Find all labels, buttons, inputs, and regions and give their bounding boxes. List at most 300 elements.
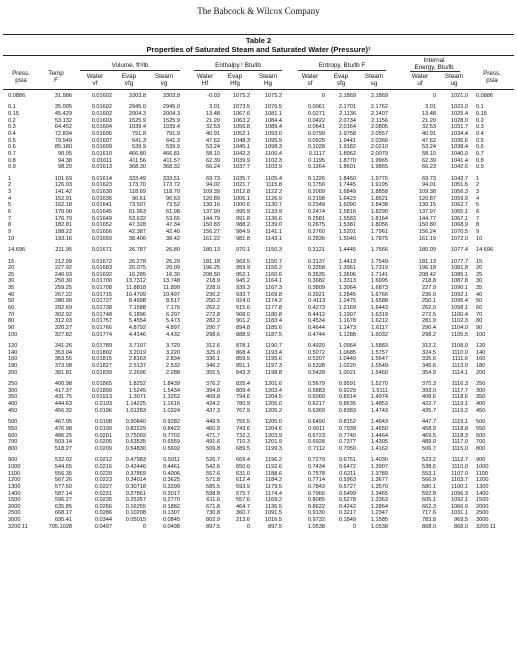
cell-hg: 1169.8 <box>265 291 282 298</box>
cell-vg: 13.748 <box>162 278 180 285</box>
cell-press-right: 0.2 <box>476 117 484 124</box>
cell-press-right: 0.6 <box>476 144 484 151</box>
cell-hf: 62.39 <box>206 157 220 164</box>
cell-press: 140 <box>8 349 18 356</box>
caption-rule <box>3 55 514 56</box>
cell-ug: 1062.7 <box>450 202 468 209</box>
table-top-rule <box>3 34 514 35</box>
cell-hfg: 825.4 <box>236 381 250 388</box>
cell-uf: 53.24 <box>422 144 436 151</box>
cell-hg: 1164.1 <box>265 278 282 285</box>
cell-ug: 1077.4 <box>450 247 468 254</box>
cell-press: 80 <box>8 318 15 325</box>
cell-press: 0.7 <box>8 151 16 157</box>
cell-sfg: 0.5727 <box>338 483 356 490</box>
cell-press-right: 3200.11 <box>476 523 496 530</box>
cell-vg: 0.3299 <box>162 483 180 490</box>
cell-uf: 335.6 <box>422 356 436 363</box>
cell-uf: 662.3 <box>422 503 436 510</box>
cell-hf: 298.6 <box>206 331 220 338</box>
cell-press-right: 70 <box>476 311 483 318</box>
cell-press-right: 900 <box>476 457 486 464</box>
cell-press: 0.8 <box>8 157 16 164</box>
cell-uf: 161.19 <box>418 235 436 242</box>
cell-hg: 1177.8 <box>265 305 282 312</box>
cell-hfg: 794.6 <box>236 394 250 401</box>
cell-vfg: 53.632 <box>128 215 146 222</box>
header-ug: Steam ug <box>444 73 464 88</box>
cell-uf: 150.80 <box>418 222 436 229</box>
cell-uf: 109.38 <box>418 189 436 196</box>
cell-hg: 1201.9 <box>264 439 282 446</box>
cell-hfg: 809.4 <box>236 387 250 394</box>
cell-vfg: 0.82229 <box>125 425 146 432</box>
cell-uf: 94.01 <box>422 182 436 189</box>
cell-vf: 0.0196 <box>94 407 112 414</box>
cell-hg: 1174.2 <box>265 298 282 305</box>
cell-temp: 431.75 <box>54 394 72 401</box>
cell-vfg: 0.63535 <box>125 439 146 446</box>
cell-sf: 0.0925 <box>307 137 325 144</box>
cell-hfg: 360.7 <box>236 510 250 517</box>
cell-uf: 290.4 <box>422 325 436 331</box>
cell-hf: 150.83 <box>202 222 220 229</box>
cell-vf: 0.01610 <box>91 151 112 157</box>
cell-hf: 94.02 <box>206 182 220 189</box>
cell-vg: 1.0324 <box>162 407 180 414</box>
cell-hg: 1136.5 <box>265 503 282 510</box>
cell-sg: 1.7961 <box>370 228 388 235</box>
cell-sfg: 1.0964 <box>338 343 356 350</box>
header-vg: Steam vg <box>154 73 174 88</box>
cell-vg: 42.40 <box>166 228 180 235</box>
cell-sf: 0.1195 <box>308 157 325 164</box>
cell-press: 0.5 <box>8 137 16 144</box>
cell-press: 50 <box>8 298 15 305</box>
cell-press: 1400 <box>8 490 21 497</box>
cell-uf: 272.5 <box>422 311 436 318</box>
cell-vg: 0.5692 <box>162 445 180 452</box>
cell-sf: 0.0271 <box>307 111 325 118</box>
cell-press-right: 3000 <box>476 517 489 524</box>
cell-hf: 346.2 <box>206 363 220 370</box>
cell-sfg: 1.3606 <box>338 271 356 278</box>
cell-temp: 381.81 <box>54 369 72 376</box>
cell-vfg: 7.1588 <box>128 305 146 312</box>
cell-press: 3 <box>8 189 12 196</box>
cell-vfg: 641.3 <box>132 137 146 144</box>
cell-hfg: 945.2 <box>236 278 250 285</box>
cell-hfg: 908.0 <box>236 311 250 318</box>
cell-sf: 0.4412 <box>307 311 325 318</box>
cell-ug: 1025.4 <box>450 111 468 118</box>
cell-hg: 1093.0 <box>264 131 282 138</box>
cell-sf: 0.6928 <box>307 439 325 446</box>
cell-hg: 1196.2 <box>265 457 282 464</box>
cell-sg: 1.8858 <box>370 189 388 196</box>
cell-hg: 1184.2 <box>265 477 282 484</box>
cell-hf: 312.6 <box>206 343 220 350</box>
cell-hf: 13.48 <box>206 111 220 118</box>
cell-vf: 0.01614 <box>91 175 112 182</box>
table-title: Properties of Saturated Steam and Saturated Water (Pressure)¹ <box>146 45 371 54</box>
cell-temp: 567.26 <box>54 477 72 484</box>
cell-vfg: 3303.8 <box>128 93 146 99</box>
cell-temp: 35.005 <box>54 104 72 111</box>
entropy-group-rule <box>298 70 386 71</box>
cell-hg: 1204.5 <box>264 394 282 401</box>
cell-hfg: 970.1 <box>236 247 250 254</box>
cell-sf: 0.0799 <box>307 131 325 138</box>
cell-sg: 1.6873 <box>370 285 388 292</box>
cell-vg: 20.09 <box>166 265 180 272</box>
cell-vf: 0.01611 <box>92 157 112 164</box>
cell-sf: 0.5679 <box>307 381 325 388</box>
cell-sf: 0.8622 <box>307 503 325 510</box>
cell-hg: 1122.2 <box>265 189 282 196</box>
cell-sg: 1.3570 <box>370 483 388 490</box>
cell-press: 120 <box>8 343 18 350</box>
cell-hg: 1169.2 <box>265 497 282 504</box>
cell-hg: 1084.4 <box>264 117 282 124</box>
cell-hg: 1201.6 <box>264 381 282 388</box>
cell-ug: 1115.0 <box>451 445 468 452</box>
cell-vfg: 2.2696 <box>128 369 146 376</box>
cell-hfg: 894.8 <box>236 325 250 331</box>
cell-hfg: 924.0 <box>236 298 250 305</box>
cell-press-right: 0.8 <box>476 157 484 164</box>
cell-press: 900 <box>8 457 18 464</box>
cell-temp: 503.14 <box>54 439 72 446</box>
cell-ug: 1087.8 <box>450 278 468 285</box>
cell-vfg: 26.787 <box>128 247 146 254</box>
cell-hg: 1187.5 <box>265 331 282 338</box>
cell-vf: 0.01609 <box>91 144 112 151</box>
cell-vfg: 3.7107 <box>128 343 146 350</box>
cell-hg: 1205.0 <box>264 419 282 426</box>
cell-hf: 109.39 <box>202 189 220 196</box>
cell-sg: 1.7549 <box>370 258 388 265</box>
cell-press: 6 <box>8 209 12 215</box>
cell-uf: 324.5 <box>422 349 436 356</box>
cell-vf: 0.01636 <box>91 195 112 202</box>
cell-sfg: 0.1849 <box>338 517 356 524</box>
cell-temp: 320.27 <box>54 325 72 331</box>
cell-sfg: 0.8383 <box>338 407 356 414</box>
cell-vfg: 368.30 <box>128 164 146 171</box>
cell-sfg: 0.3217 <box>338 510 356 517</box>
cell-sfg: 1.6849 <box>338 189 356 196</box>
cell-vfg: 90.61 <box>132 195 146 202</box>
cell-sg: 1.6588 <box>370 298 388 305</box>
cell-temp: 31.986 <box>54 93 72 99</box>
cell-temp: 85.180 <box>54 144 72 151</box>
cell-hfg: 1039.9 <box>232 157 250 164</box>
cell-vf: 0.01607 <box>91 137 112 144</box>
cell-vfg: 0.90840 <box>125 419 146 426</box>
cell-hg: 1075.2 <box>264 93 282 99</box>
cell-press-right: 700 <box>476 439 486 446</box>
cell-sf: 0.7112 <box>308 445 325 452</box>
cell-sg: 1.5460 <box>370 369 388 376</box>
cell-ug: 1118.8 <box>451 425 468 432</box>
cell-vg: 2.834 <box>166 356 180 363</box>
cell-vg: 26.29 <box>166 258 180 265</box>
cell-vg: 0.6559 <box>162 439 180 446</box>
cell-vf: 0.0193 <box>94 401 112 408</box>
cell-vg: 38.42 <box>166 235 180 242</box>
cell-hfg: 557.6 <box>236 497 250 504</box>
cell-vf: 0.0212 <box>94 457 112 464</box>
cell-hg: 1100.4 <box>265 151 282 157</box>
cell-vf: 0.01641 <box>91 202 112 209</box>
cell-sg: 1.6319 <box>370 311 388 318</box>
cell-press-right: 160 <box>476 356 486 363</box>
cell-sfg: 1.6090 <box>338 202 356 209</box>
cell-press-right: 1000 <box>476 463 489 470</box>
cell-hg: 1205.2 <box>264 407 282 414</box>
cell-sg: 1.0538 <box>370 523 388 530</box>
cell-vg: 0.7702 <box>162 432 180 439</box>
cell-press-right: 15 <box>476 258 483 265</box>
cell-sg: 1.4305 <box>370 439 388 446</box>
cell-vf: 0.01683 <box>91 265 112 272</box>
cell-sfg: 1.5201 <box>338 228 356 235</box>
cell-hf: 409.8 <box>206 394 220 401</box>
cell-sfg: 0.8635 <box>338 401 356 408</box>
cell-hg: 1203.4 <box>264 387 282 394</box>
cell-ug: 969.5 <box>454 517 468 524</box>
cell-sf: 0.4273 <box>307 305 325 312</box>
header-entropy: Entropy, Btu/lb F <box>318 62 366 69</box>
cell-press: 450 <box>8 407 18 414</box>
cell-vg: 2.288 <box>166 369 180 376</box>
cell-press-right: 2500 <box>476 510 489 517</box>
cell-hfg: 952.1 <box>236 271 250 278</box>
cell-uf: 393.0 <box>422 387 436 394</box>
cell-vf: 0.01602 <box>91 111 112 118</box>
cell-ug: 1119.1 <box>451 419 468 426</box>
cell-sg: 1.6212 <box>370 318 388 325</box>
cell-hfg: 878.1 <box>236 343 250 350</box>
cell-vg: 1.8439 <box>162 381 180 388</box>
cell-sfg: 1.5381 <box>338 222 356 229</box>
cell-press-right: 2000 <box>476 503 489 510</box>
cell-hf: 671.8 <box>206 503 220 510</box>
cell-vg: 0.4006 <box>162 470 180 477</box>
cell-press-right: 90 <box>476 325 483 331</box>
cell-ug: 1067.1 <box>450 215 468 222</box>
cell-hf: 21.20 <box>206 117 220 124</box>
enthalpy-group-rule <box>194 70 282 71</box>
cell-ug: 1118.3 <box>451 432 468 439</box>
cell-press: 250 <box>8 381 18 388</box>
cell-temp: 126.03 <box>54 182 72 189</box>
cell-vf: 0.01727 <box>91 298 112 305</box>
cell-uf: 458.9 <box>422 425 436 432</box>
cell-hfg: 1006.1 <box>232 195 250 202</box>
cell-press-right: 1100 <box>476 470 489 477</box>
cell-vfg: 2004.3 <box>128 111 146 118</box>
cell-hfg: 669.4 <box>236 457 250 464</box>
cell-vg: 4.432 <box>166 331 180 338</box>
cell-vg: 4.897 <box>166 325 180 331</box>
cell-temp: 635.85 <box>54 503 72 510</box>
cell-sfg: 1.8962 <box>338 151 356 157</box>
cell-uf: 489.0 <box>422 439 436 446</box>
cell-vf: 0.0198 <box>94 419 112 426</box>
cell-sg: 1.7319 <box>370 265 388 272</box>
cell-hg: 1133.9 <box>265 209 282 215</box>
cell-temp: 476.98 <box>54 425 72 432</box>
cell-press: 40 <box>8 291 15 298</box>
cell-hfg: 988.2 <box>236 222 250 229</box>
cell-uf: 298.2 <box>422 331 436 338</box>
cell-sfg: 0.8914 <box>338 394 356 401</box>
cell-vfg: 0.10208 <box>125 510 146 517</box>
cell-vg: 26.80 <box>166 247 180 254</box>
cell-sf: 0.2675 <box>307 222 325 229</box>
header-hg: Steam Hg <box>258 73 278 88</box>
cell-vfg: 173.70 <box>128 182 146 189</box>
cell-hf: 120.89 <box>202 195 220 202</box>
cell-uf: 40.91 <box>422 131 436 138</box>
cell-sg: 1.3789 <box>370 470 388 477</box>
cell-ug: 1081.8 <box>450 265 468 272</box>
cell-temp: 250.30 <box>54 278 72 285</box>
cell-temp: 227.92 <box>54 265 72 272</box>
cell-hf: 218.9 <box>206 278 220 285</box>
cell-vg: 641.3 <box>166 137 180 144</box>
cell-sg: 1.9965 <box>370 157 388 164</box>
cell-sf: 0.4113 <box>308 298 325 305</box>
cell-sfg: 1.9441 <box>338 137 356 144</box>
cell-sfg: 1.9758 <box>338 131 356 138</box>
cell-ug: 1108.0 <box>451 343 468 350</box>
cell-ug: 1051.5 <box>450 182 468 189</box>
cell-press-right: 300 <box>476 387 486 394</box>
cell-hfg: 575.7 <box>236 490 250 497</box>
cell-sg: 1.3907 <box>370 463 388 470</box>
cell-ug: 1110.0 <box>451 349 468 356</box>
cell-press: 0.0886 <box>8 93 26 99</box>
cell-sfg: 2.1136 <box>339 111 356 118</box>
cell-hf: 585.5 <box>206 483 220 490</box>
cell-hf: 228.0 <box>206 285 220 292</box>
cell-vfg: 5.4554 <box>128 318 146 325</box>
cell-temp: 695.41 <box>54 517 72 524</box>
cell-hfg: 851.1 <box>236 363 250 370</box>
cell-hg: 1183.4 <box>265 318 282 325</box>
cell-sf: 0.4644 <box>307 325 325 331</box>
cell-press: 0.15 <box>8 111 19 118</box>
table-number: Table 2 <box>245 36 272 45</box>
cell-hf: 181.18 <box>202 258 220 265</box>
cell-uf: 47.62 <box>422 137 436 144</box>
cell-vf: 0.01672 <box>91 258 112 265</box>
cell-temp: 211.95 <box>55 247 72 254</box>
cell-uf: 354.9 <box>422 369 436 376</box>
cell-press: 10 <box>8 235 15 242</box>
cell-vfg: 0 <box>142 523 146 530</box>
cell-sg: 2.0557 <box>370 131 388 138</box>
cell-uf: 592.8 <box>422 490 436 497</box>
cell-hfg: 213.6 <box>236 517 250 524</box>
cell-sfg: 1.0440 <box>338 356 356 363</box>
cell-press-right: 7 <box>476 215 480 222</box>
cell-press-right: 5 <box>476 202 480 209</box>
cell-vg: 0.0845 <box>162 517 180 524</box>
cell-vg: 8.517 <box>166 298 180 305</box>
cell-uf: 181.13 <box>418 258 436 265</box>
cell-vg: 1.5434 <box>162 387 180 394</box>
cell-sfg: 1.2475 <box>338 298 356 305</box>
cell-vf: 0.01789 <box>91 343 112 350</box>
cell-ug: 1119.1 <box>451 401 468 408</box>
cell-vg: 539.9 <box>166 144 180 151</box>
cell-hf: 802.9 <box>206 517 220 524</box>
cell-sg: 1.4464 <box>370 432 388 439</box>
cell-press-right: 14.696 <box>476 247 494 254</box>
cell-vf: 0.01602 <box>91 93 112 99</box>
cell-vf: 0.01757 <box>91 318 112 325</box>
cell-hg: 1103.9 <box>265 164 282 171</box>
cell-vf: 0.01774 <box>91 331 112 338</box>
cell-sf: 0.3809 <box>307 285 325 292</box>
cell-hg: 1180.8 <box>265 311 282 318</box>
cell-sg: 2.0805 <box>370 124 388 131</box>
cell-uf: 21.20 <box>422 117 436 124</box>
cell-sfg: 1.1473 <box>338 325 356 331</box>
cell-vfg: 38.406 <box>128 235 146 242</box>
cell-vg: 1.3262 <box>162 394 180 401</box>
cell-press: 180 <box>8 363 18 370</box>
cell-sg: 1.9195 <box>370 182 388 189</box>
cell-press-right: 0.15 <box>476 111 487 118</box>
cell-hf: 272.8 <box>206 311 220 318</box>
cell-sg: 2.0079 <box>370 151 388 157</box>
cell-hf: 471.7 <box>206 432 220 439</box>
cell-hfg: 843.3 <box>236 369 250 376</box>
cell-uf: 180.09 <box>418 247 436 254</box>
cell-hf: 250.2 <box>206 298 220 305</box>
cell-vg: 73.52 <box>166 202 180 209</box>
cell-press: 14.696 <box>8 247 26 254</box>
cell-press: 2000 <box>8 503 21 510</box>
cell-press: 3000 <box>8 517 21 524</box>
cell-hfg: 612.4 <box>236 477 250 484</box>
cell-sg: 1.8056 <box>370 222 388 229</box>
cell-uf: 137.97 <box>418 209 436 215</box>
cell-temp: 486.25 <box>54 432 72 439</box>
cell-hfg: 981.8 <box>236 235 250 242</box>
cell-hfg: 464.7 <box>236 503 250 510</box>
cell-sfg: 0.9229 <box>338 387 356 394</box>
cell-uf: 156.24 <box>418 228 436 235</box>
header-vfg: Evap vfg <box>121 73 137 88</box>
cell-vg: 791.9 <box>166 131 180 138</box>
cell-vg: 466.81 <box>162 151 180 157</box>
cell-hf: 290.7 <box>206 325 220 331</box>
cell-hg: 1160.6 <box>265 271 282 278</box>
cell-hfg: 755.5 <box>236 419 250 426</box>
cell-press: 1500 <box>8 497 21 504</box>
cell-press: 9 <box>8 228 12 235</box>
header-bottom-rule <box>3 89 514 90</box>
cell-press: 5 <box>8 202 12 209</box>
cell-uf: 13.48 <box>422 111 436 118</box>
cell-sfg: 1.3961 <box>338 265 356 272</box>
